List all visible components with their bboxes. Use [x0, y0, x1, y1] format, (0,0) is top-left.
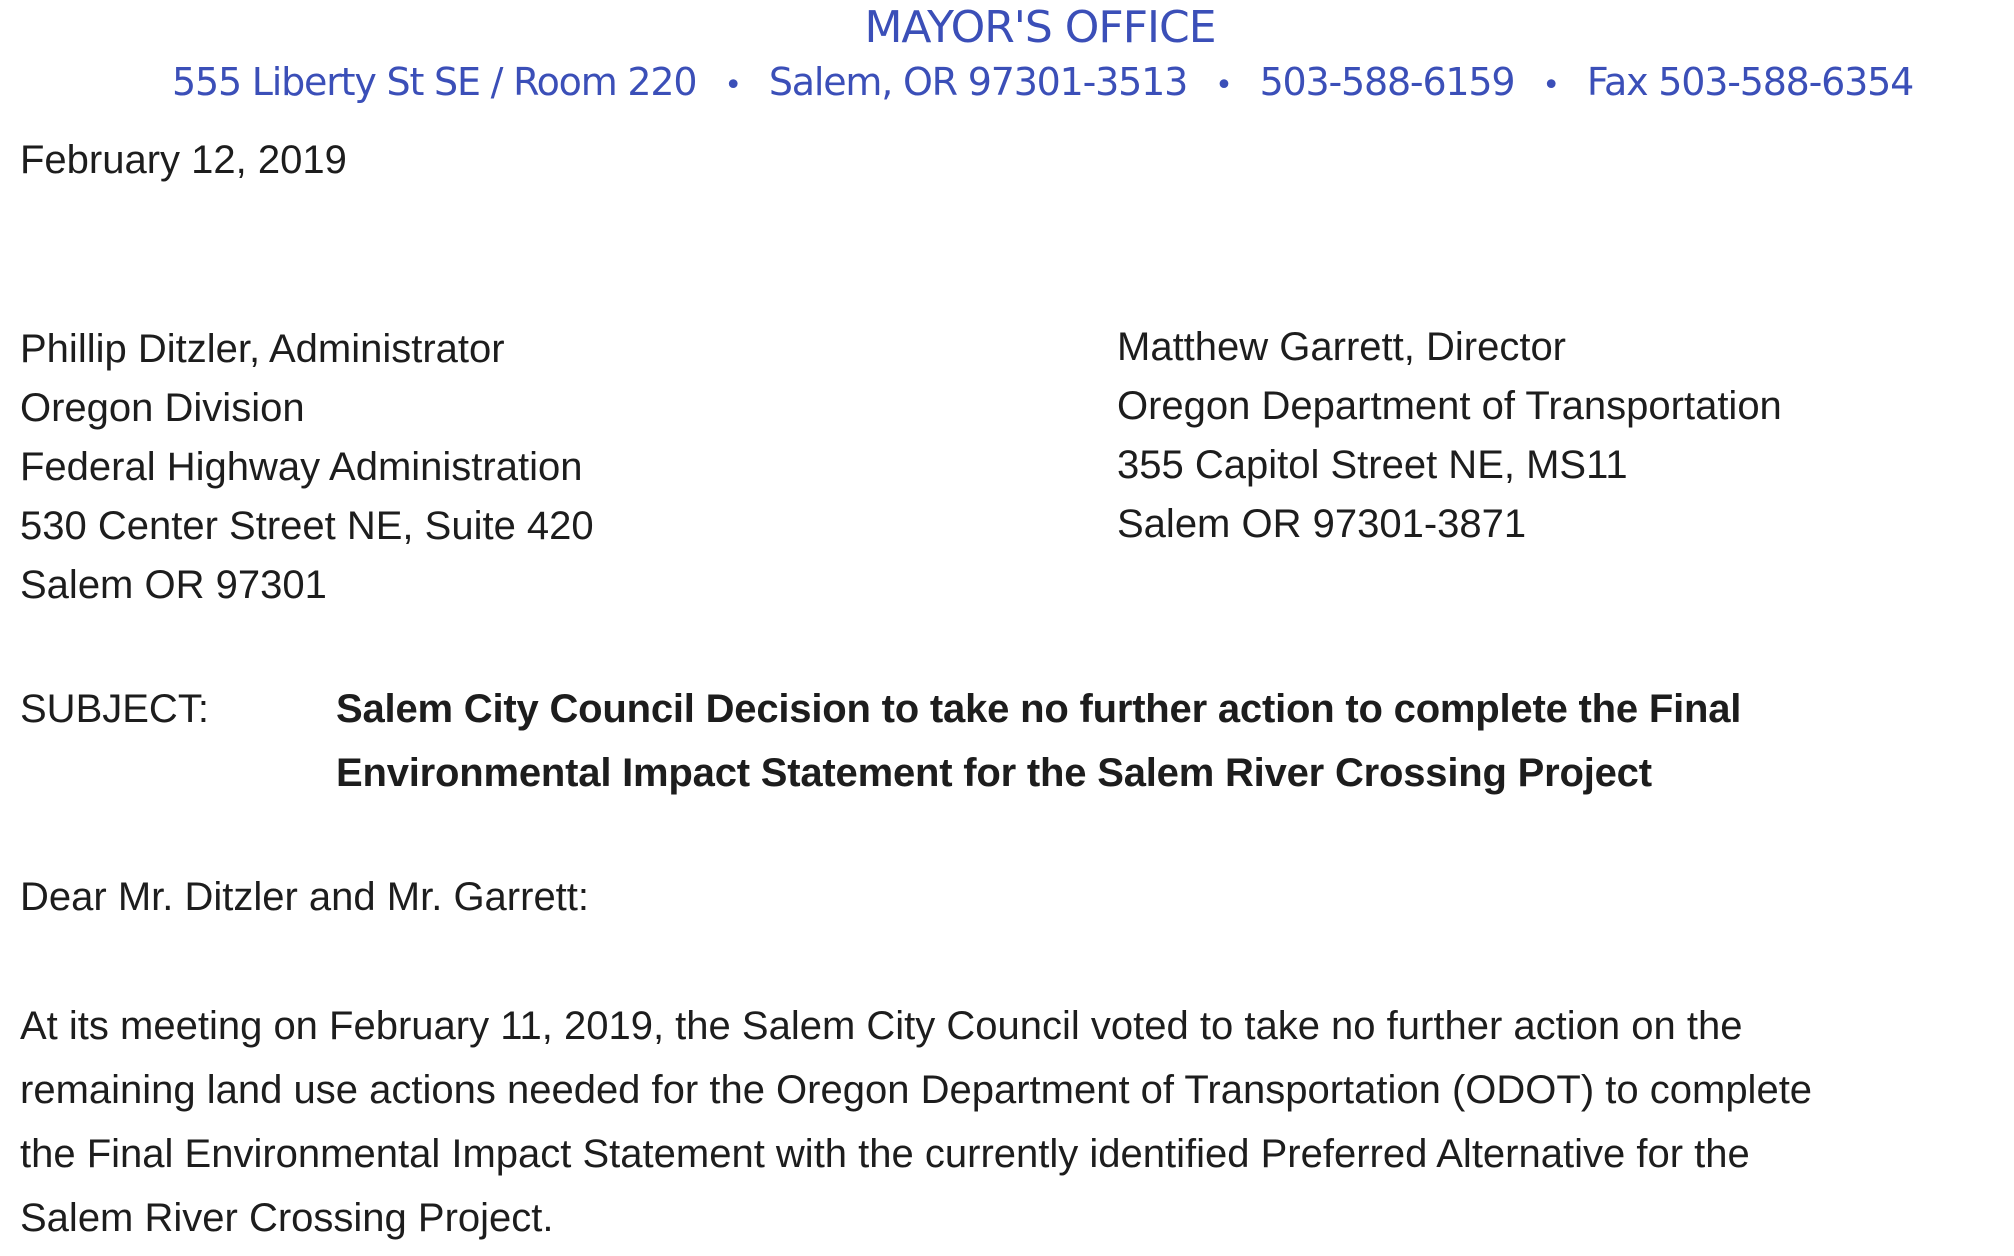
office-address: 555 Liberty St SE / Room 220 [172, 60, 697, 104]
letterhead-contact [172, 60, 1913, 104]
office-fax: Fax 503-588-6354 [1586, 60, 1914, 104]
subject-text: Salem City Council Decision to take no further action to complete the Final Environmental Impact Statement for the Salem River Crossing Project [336, 687, 1742, 795]
paragraph-line: the Final Environmental Impact Statement with the currently identified Preferred Alternative for the [20, 1132, 1750, 1176]
separator-bullet: • [1215, 68, 1232, 103]
address-line: Oregon Division [20, 386, 305, 430]
subject-label: SUBJECT: [20, 687, 209, 731]
address-line: Oregon Department of Transportation [1117, 384, 1782, 428]
address-line: Salem OR 97301-3871 [1117, 502, 1527, 546]
body-paragraph [20, 994, 2000, 1250]
office-phone: 503-588-6159 [1259, 60, 1515, 104]
address-line: 355 Capitol Street NE, MS11 [1117, 443, 1628, 487]
paragraph-line: remaining land use actions needed for the Oregon Department of Transportation (ODOT) to complete [20, 1068, 1813, 1112]
paragraph-line: Salem River Crossing Project. [20, 1196, 554, 1240]
letter-date: February 12, 2019 [20, 138, 347, 182]
letterhead-title: MAYOR'S OFFICE [864, 2, 1216, 53]
separator-bullet: • [1542, 68, 1559, 103]
address-line: Salem OR 97301 [20, 563, 327, 607]
recipient-address-left [20, 320, 594, 615]
recipient-address-right [1117, 318, 1782, 554]
paragraph-line: At its meeting on February 11, 2019, the Salem City Council voted to take no further action on the [20, 1004, 1743, 1048]
address-line: Matthew Garrett, Director [1117, 325, 1567, 369]
separator-bullet: • [724, 68, 741, 103]
salutation: Dear Mr. Ditzler and Mr. Garrett: [20, 875, 590, 919]
address-line: 530 Center Street NE, Suite 420 [20, 504, 594, 548]
address-line: Federal Highway Administration [20, 445, 583, 489]
office-city: Salem, OR 97301-3513 [768, 60, 1188, 104]
address-line: Phillip Ditzler, Administrator [20, 327, 505, 371]
